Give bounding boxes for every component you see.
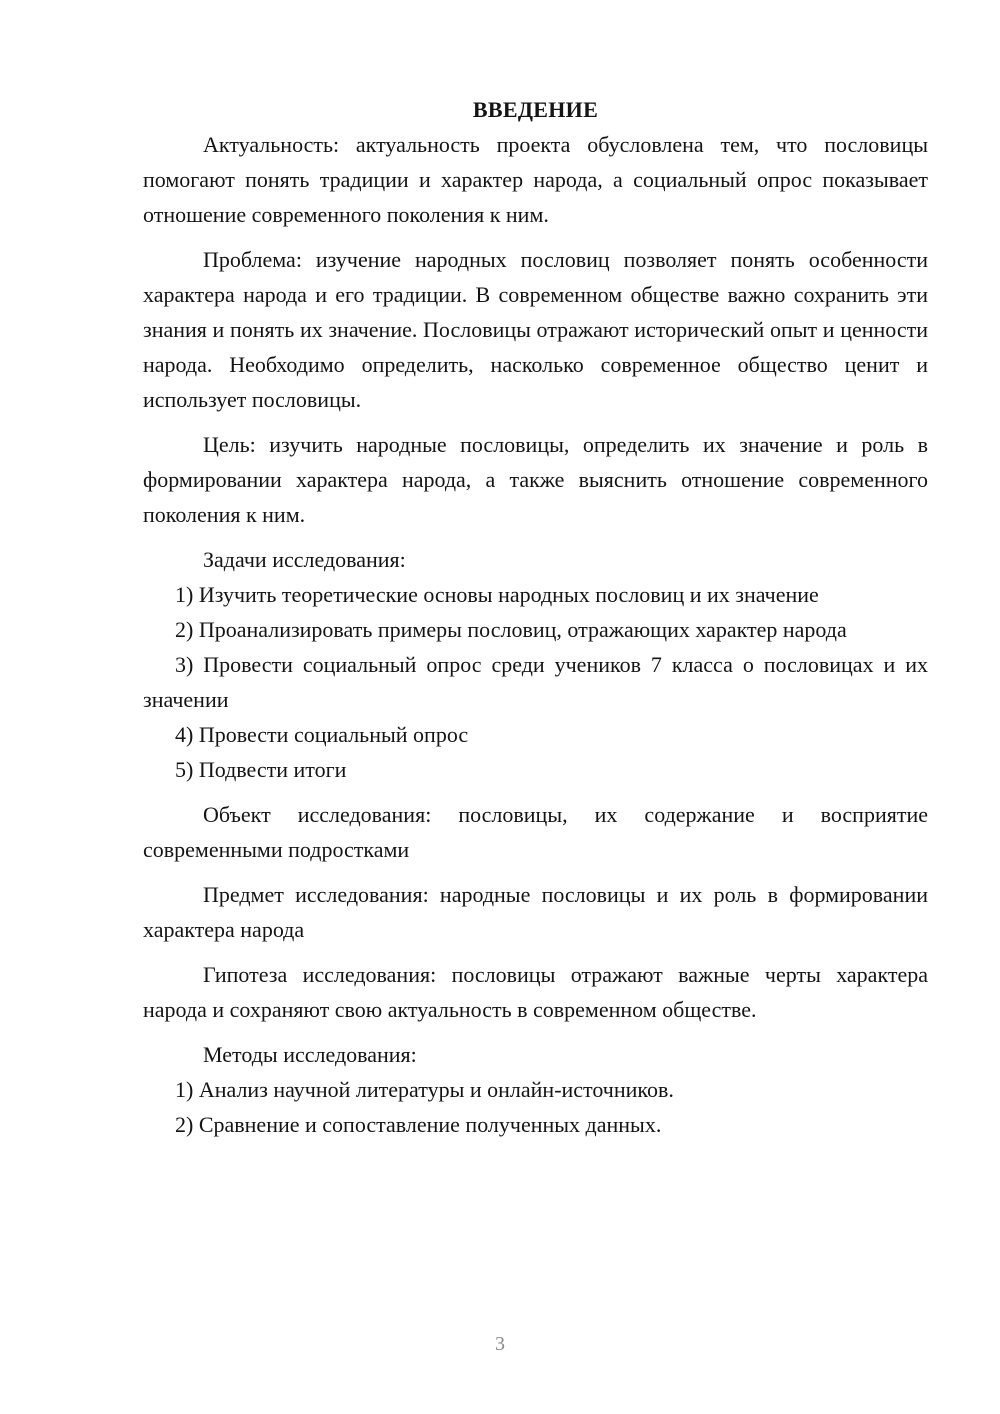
methods-heading: Методы исследования: bbox=[203, 1042, 417, 1067]
problem-paragraph: Проблема: изучение народных пословиц позволяет понять особенности характера народа и его традиции. В современном обществе важно сохранить эти знания и понять их значение. Пословицы отражают исторический опыт и ценности народа. Необходимо определить, насколько современное общество ценит и использует пословицы. bbox=[143, 247, 928, 412]
task-item-2: 2) Проанализировать примеры пословиц, отражающих характер народа bbox=[175, 617, 847, 642]
task-item-1: 1) Изучить теоретические основы народных пословиц и их значение bbox=[175, 582, 819, 607]
page-number: 3 bbox=[495, 1333, 505, 1355]
tasks-heading: Задачи исследования: bbox=[203, 547, 406, 572]
subject-paragraph: Предмет исследования: народные пословицы и их роль в формировании характера народа bbox=[143, 882, 928, 942]
page-title: ВВЕДЕНИЕ bbox=[472, 97, 599, 122]
method-item-1: 1) Анализ научной литературы и онлайн-источников. bbox=[175, 1077, 674, 1102]
task-item-4: 4) Провести социальный опрос bbox=[175, 722, 469, 747]
task-item-3: 3) Провести социальный опрос среди учеников 7 класса о пословицах и их значении bbox=[143, 652, 928, 712]
method-item-2: 2) Сравнение и сопоставление полученных данных. bbox=[175, 1112, 662, 1137]
object-paragraph: Объект исследования: пословицы, их содержание и восприятие современными подростками bbox=[143, 802, 928, 862]
goal-paragraph: Цель: изучить народные пословицы, определить их значение и роль в формировании характера народа, а также выяснить отношение современного поколения к ним. bbox=[143, 432, 928, 527]
task-item-5: 5) Подвести итоги bbox=[175, 757, 347, 782]
document-page bbox=[143, 92, 928, 1142]
hypothesis-paragraph: Гипотеза исследования: пословицы отражают важные черты характера народа и сохраняют свою актуальность в современном обществе. bbox=[143, 962, 928, 1022]
relevance-paragraph: Актуальность: актуальность проекта обусловлена тем, что пословицы помогают понять традиции и характер народа, а социальный опрос показывает отношение современного поколения к ним. bbox=[143, 132, 928, 227]
